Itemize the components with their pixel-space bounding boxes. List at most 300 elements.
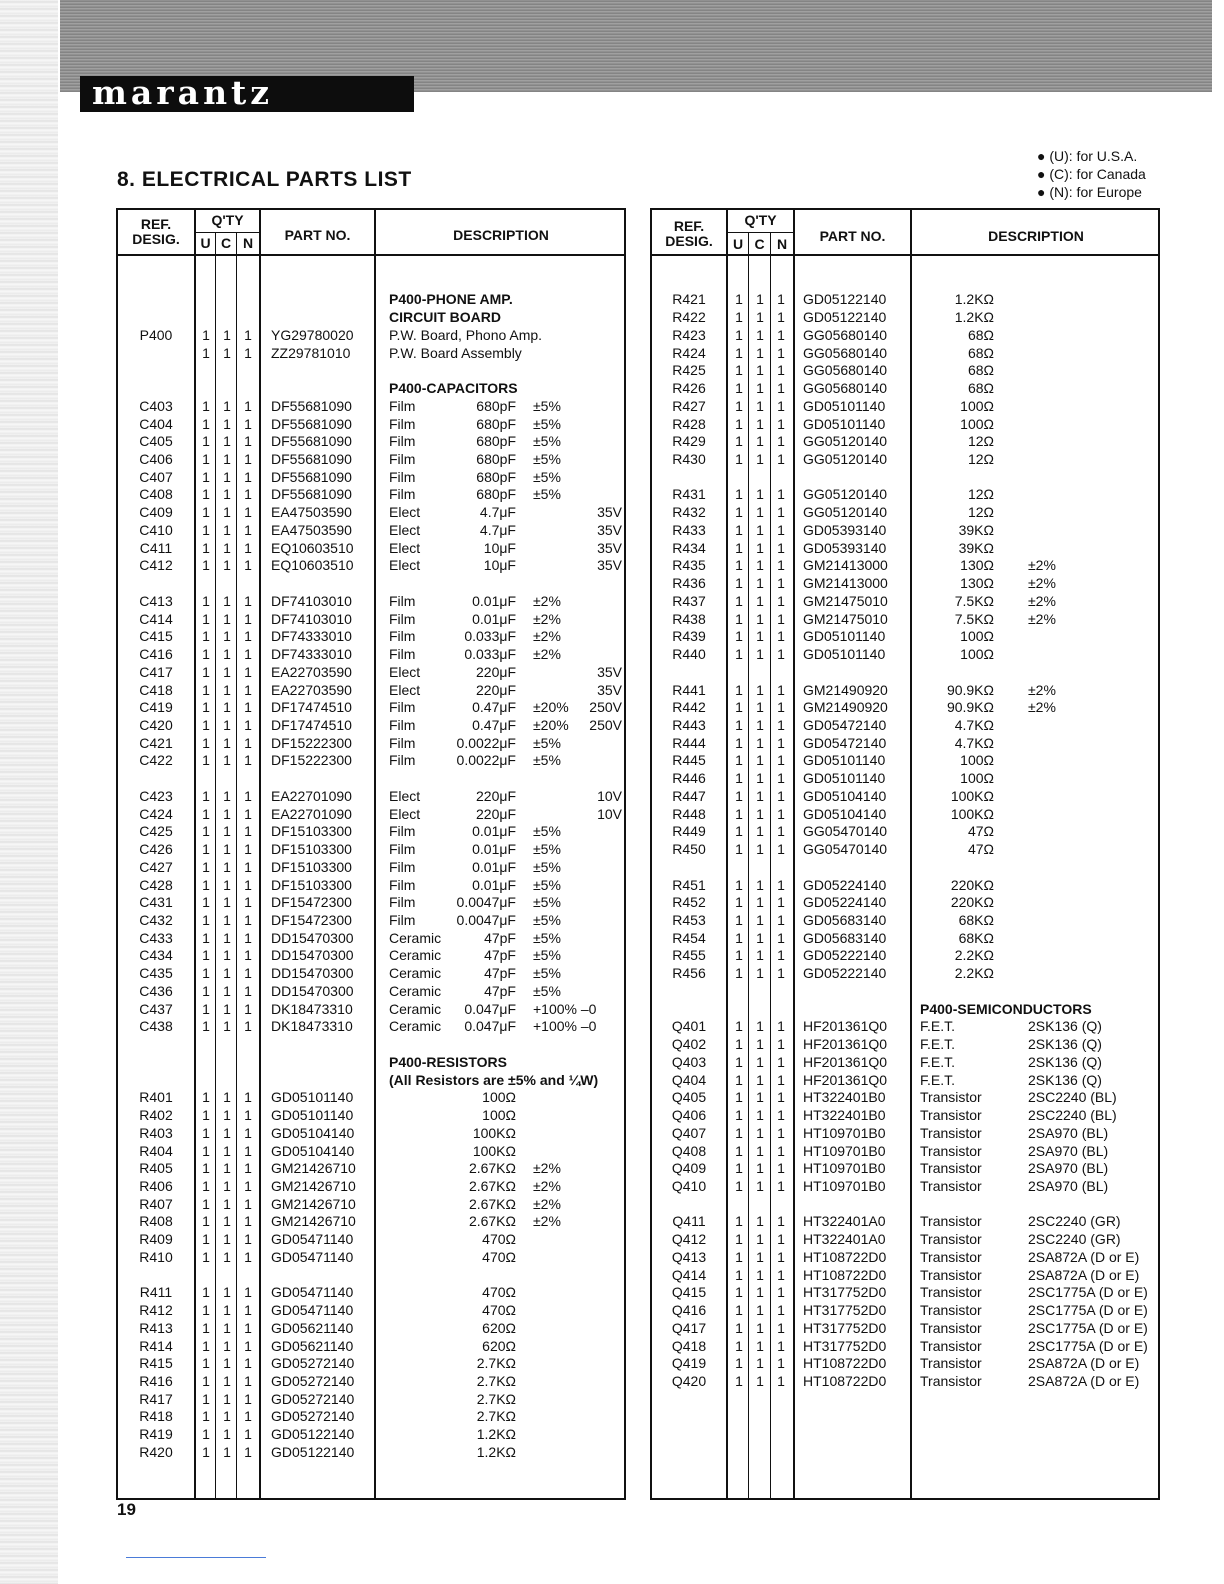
section-heading: CIRCUIT BOARD <box>389 309 501 326</box>
ref-desig: R431 <box>672 486 706 503</box>
table-row <box>652 309 1158 326</box>
part-no: DD15470300 <box>271 982 354 999</box>
part-no: GD05471140 <box>271 1302 354 1319</box>
part-value: 4.7KΩ <box>954 716 994 733</box>
qty-n: 1 <box>777 557 785 574</box>
part-type: Film <box>389 451 416 468</box>
qty-n: 1 <box>244 965 252 982</box>
ref-desig: C423 <box>139 787 173 804</box>
part-type: Film <box>389 468 416 485</box>
ref-desig: Q411 <box>672 1213 706 1230</box>
qty-u: 1 <box>735 504 743 521</box>
qty-n: 1 <box>244 1426 252 1443</box>
table-row <box>118 451 624 468</box>
part-type: Transistor <box>920 1142 982 1159</box>
ref-desig: C433 <box>139 929 173 946</box>
part-no: GD05393140 <box>803 539 887 556</box>
part-value: 130Ω <box>960 557 994 574</box>
ref-desig: Q403 <box>671 1053 707 1070</box>
qty-c: 1 <box>756 415 764 432</box>
part-no: GD05122140 <box>271 1443 355 1460</box>
table-row <box>652 788 1158 805</box>
qty-u: 1 <box>202 1390 210 1407</box>
table-row <box>118 752 624 769</box>
table-row <box>652 1072 1158 1089</box>
table-row <box>652 1018 1158 1035</box>
ref-desig: C405 <box>139 433 173 450</box>
qty-u: 1 <box>735 912 743 928</box>
description: P.W. Board, Phono Amp. <box>389 326 543 343</box>
qty-n: 1 <box>244 1195 252 1212</box>
table-row <box>652 1338 1158 1355</box>
ref-desig: R401 <box>139 1089 173 1106</box>
qty-u: 1 <box>735 521 743 538</box>
part-type: Ceramic <box>389 1018 442 1035</box>
table-row <box>652 894 1158 911</box>
qty-u: 1 <box>735 539 743 556</box>
part-value: 680pF <box>476 433 516 450</box>
part-type: F.E.T. <box>920 1071 956 1088</box>
model: 2SA970 (BL) <box>1028 1142 1109 1159</box>
qty-n: 1 <box>244 1124 252 1141</box>
ref-desig: C415 <box>139 628 173 645</box>
table-row <box>118 806 624 823</box>
qty-u: 1 <box>202 628 210 645</box>
table-row <box>652 1320 1158 1337</box>
table-row <box>118 522 624 539</box>
header-ref-desig: REF. DESIG. <box>665 218 713 249</box>
ref-desig: Q417 <box>671 1319 707 1336</box>
part-no: HT322401A0 <box>803 1213 886 1230</box>
part-value: 100Ω <box>960 646 994 663</box>
part-no: GD05101140 <box>803 415 886 432</box>
qty-n: 1 <box>244 734 252 751</box>
tolerance: ±5% <box>533 894 561 911</box>
voltage: 35V <box>597 504 622 521</box>
part-no: HF201361Q0 <box>803 1018 888 1035</box>
part-value: 680pF <box>476 468 516 485</box>
tolerance: ±5% <box>533 965 561 982</box>
part-no: GG05680140 <box>803 362 888 379</box>
qty-n: 1 <box>244 716 252 733</box>
part-no: HF201361Q0 <box>803 1071 888 1088</box>
qty-u: 1 <box>735 1337 743 1354</box>
model: 2SC2240 (BL) <box>1028 1107 1117 1124</box>
part-value: 47pF <box>484 929 516 946</box>
table-row <box>118 1196 624 1213</box>
ref-desig: R452 <box>672 894 706 911</box>
tolerance: ±2% <box>533 1177 561 1194</box>
qty-u: 1 <box>735 610 743 627</box>
part-value: 680pF <box>476 415 516 432</box>
tolerance: ±2% <box>1028 557 1056 574</box>
tolerance: ±5% <box>533 823 561 840</box>
voltage: 35V <box>597 557 622 574</box>
table-row <box>652 1001 1158 1018</box>
table-row <box>118 859 624 876</box>
ref-desig: R433 <box>672 521 706 538</box>
header-qty-n: N <box>242 235 254 251</box>
qty-c: 1 <box>756 1177 764 1194</box>
table-row <box>118 717 624 734</box>
table-row <box>118 930 624 947</box>
part-type: Film <box>389 628 416 645</box>
table-row <box>118 1373 624 1390</box>
qty-u: 1 <box>202 858 210 875</box>
qty-n: 1 <box>244 1107 252 1124</box>
qty-c: 1 <box>223 539 231 556</box>
qty-u: 1 <box>202 610 210 627</box>
part-value: 4.7μF <box>479 521 516 538</box>
qty-u: 1 <box>735 1302 743 1319</box>
qty-u: 1 <box>735 1089 743 1106</box>
qty-c: 1 <box>223 681 231 698</box>
ref-desig: R449 <box>672 823 706 840</box>
qty-c: 1 <box>223 1018 231 1035</box>
part-no: GD05272140 <box>271 1355 355 1372</box>
table-row <box>118 682 624 699</box>
qty-c: 1 <box>223 344 231 361</box>
tolerance: ±2% <box>1028 575 1056 592</box>
qty-n: 1 <box>777 309 785 326</box>
part-no: HT108722D0 <box>803 1372 887 1389</box>
part-type: Elect <box>389 504 421 521</box>
table-row <box>652 1267 1158 1284</box>
table-row <box>118 611 624 628</box>
qty-c: 1 <box>223 521 231 538</box>
qty-c: 1 <box>756 344 764 361</box>
qty-u: 1 <box>735 557 743 574</box>
part-value: 12Ω <box>967 433 994 450</box>
part-type: Ceramic <box>389 929 442 946</box>
qty-n: 1 <box>777 521 785 538</box>
qty-c: 1 <box>756 1231 764 1248</box>
qty-c: 1 <box>223 982 231 999</box>
qty-c: 1 <box>223 1089 231 1106</box>
ref-desig: R434 <box>672 539 706 556</box>
part-no: EA22703590 <box>271 681 352 698</box>
ref-desig: R444 <box>672 734 706 751</box>
section-heading: P400-CAPACITORS <box>389 380 518 397</box>
ref-desig: R414 <box>139 1337 173 1354</box>
ref-desig: R423 <box>672 326 706 343</box>
header-qty-u: U <box>732 236 744 252</box>
ref-desig: Q407 <box>671 1124 707 1141</box>
ref-desig: C406 <box>139 451 173 468</box>
part-type: Transistor <box>920 1089 982 1106</box>
part-value: 220KΩ <box>950 876 994 893</box>
part-no: DF55681090 <box>271 451 352 468</box>
table-row <box>652 947 1158 964</box>
table-row <box>652 327 1158 344</box>
table-row <box>118 1089 624 1106</box>
qty-c: 1 <box>223 858 231 875</box>
qty-c: 1 <box>756 451 764 468</box>
table-row <box>118 1302 624 1319</box>
table-row <box>652 291 1158 308</box>
ref-desig: R418 <box>139 1408 173 1425</box>
table-row <box>118 1320 624 1337</box>
ref-desig: C428 <box>139 876 173 893</box>
tolerance: ±2% <box>533 1160 561 1177</box>
table-row <box>652 1089 1158 1106</box>
table-row <box>118 823 624 840</box>
part-type: Film <box>389 646 416 663</box>
part-no: HF201361Q0 <box>803 1053 888 1070</box>
qty-n: 1 <box>777 805 785 822</box>
qty-u: 1 <box>202 965 210 982</box>
ref-desig: Q410 <box>671 1177 707 1194</box>
part-value: 100KΩ <box>472 1124 516 1141</box>
table-row <box>652 1231 1158 1248</box>
qty-u: 1 <box>202 805 210 822</box>
ref-desig: Q414 <box>671 1266 707 1283</box>
part-no: GD05101140 <box>803 628 886 645</box>
table-row <box>118 965 624 982</box>
legend-item-europe: ● (N): for Europe <box>1037 184 1142 200</box>
part-no: DF74333010 <box>271 646 352 663</box>
qty-n: 1 <box>777 716 785 733</box>
qty-u: 1 <box>202 912 210 928</box>
qty-c: 1 <box>223 912 231 928</box>
ref-desig: Q402 <box>671 1036 707 1053</box>
ref-desig: R455 <box>672 947 706 964</box>
voltage: 35V <box>597 521 622 538</box>
qty-c: 1 <box>223 326 231 343</box>
qty-n: 1 <box>777 504 785 521</box>
part-value: 1.2KΩ <box>476 1443 516 1460</box>
qty-c: 1 <box>223 1408 231 1425</box>
part-no: DF17474510 <box>271 699 352 716</box>
qty-c: 1 <box>756 1071 764 1088</box>
qty-c: 1 <box>756 1266 764 1283</box>
part-value: 470Ω <box>482 1248 516 1265</box>
part-no: EA22703590 <box>271 663 352 680</box>
ref-desig: R422 <box>672 309 706 326</box>
ref-desig: C434 <box>139 947 173 964</box>
qty-n: 1 <box>777 1124 785 1141</box>
ref-desig: P400 <box>139 326 173 343</box>
tolerance: ±2% <box>1028 610 1056 627</box>
qty-c: 1 <box>756 628 764 645</box>
brand-logo-text: marantz <box>92 73 274 112</box>
part-no: HT108722D0 <box>803 1355 887 1372</box>
qty-c: 1 <box>756 716 764 733</box>
qty-u: 1 <box>202 646 210 663</box>
part-no: GD05393140 <box>803 521 887 538</box>
part-value: 0.033μF <box>464 628 516 645</box>
table-row <box>118 327 624 344</box>
part-no: DK18473310 <box>271 1018 353 1035</box>
part-type: Transistor <box>920 1248 982 1265</box>
header-part-no: PART NO. <box>284 227 351 243</box>
model: 2SK136 (Q) <box>1028 1053 1102 1070</box>
qty-c: 1 <box>756 770 764 787</box>
header-part-no: PART NO. <box>819 228 886 244</box>
qty-n: 1 <box>244 1089 252 1106</box>
qty-n: 1 <box>244 1408 252 1425</box>
ref-desig: R409 <box>139 1231 173 1248</box>
ref-desig: R447 <box>672 787 706 804</box>
qty-c: 1 <box>756 326 764 343</box>
part-no: GM21475010 <box>803 592 888 609</box>
qty-n: 1 <box>244 787 252 804</box>
qty-u: 1 <box>735 1124 743 1141</box>
qty-u: 1 <box>735 344 743 361</box>
model: 2SK136 (Q) <box>1028 1018 1102 1035</box>
part-no: GD05104140 <box>271 1142 355 1159</box>
qty-n: 1 <box>777 1142 785 1159</box>
tolerance: ±5% <box>533 876 561 893</box>
qty-u: 1 <box>202 557 210 574</box>
tolerance: ±5% <box>533 752 561 769</box>
parts-table-right <box>650 208 1160 1500</box>
qty-u: 1 <box>202 1195 210 1212</box>
ref-desig: C424 <box>139 805 173 822</box>
qty-c: 1 <box>756 1142 764 1159</box>
qty-u: 1 <box>202 1355 210 1372</box>
qty-u: 1 <box>735 486 743 503</box>
qty-c: 1 <box>756 805 764 822</box>
part-no: DF15103300 <box>271 858 352 875</box>
qty-u: 1 <box>735 894 743 911</box>
qty-n: 1 <box>777 1337 785 1354</box>
qty-c: 1 <box>223 1124 231 1141</box>
qty-u: 1 <box>735 734 743 751</box>
part-value: 2.7KΩ <box>476 1408 516 1425</box>
part-value: 68Ω <box>967 344 994 361</box>
qty-n: 1 <box>244 592 252 609</box>
qty-u: 1 <box>202 823 210 840</box>
part-no: DF55681090 <box>271 415 352 432</box>
qty-c: 1 <box>756 1160 764 1177</box>
ref-desig: C417 <box>139 663 173 680</box>
qty-n: 1 <box>777 610 785 627</box>
part-type: Transistor <box>920 1124 982 1141</box>
table-row <box>652 1213 1158 1230</box>
part-no: GD05472140 <box>803 734 887 751</box>
table-row <box>118 1072 624 1089</box>
part-no: HT317752D0 <box>803 1319 887 1336</box>
header-description: DESCRIPTION <box>453 227 549 243</box>
qty-c: 1 <box>223 1372 231 1389</box>
table-row <box>652 611 1158 628</box>
part-value: 12Ω <box>967 504 994 521</box>
part-value: 0.01μF <box>472 876 516 893</box>
part-no: HT108722D0 <box>803 1248 887 1265</box>
qty-n: 1 <box>777 876 785 893</box>
qty-c: 1 <box>223 965 231 982</box>
part-no: GM21426710 <box>271 1195 356 1212</box>
part-no: DF15103300 <box>271 876 352 893</box>
table-row <box>118 433 624 450</box>
qty-u: 1 <box>202 1284 210 1301</box>
qty-u: 1 <box>202 1443 210 1460</box>
qty-c: 1 <box>756 734 764 751</box>
qty-n: 1 <box>777 823 785 840</box>
qty-c: 1 <box>223 557 231 574</box>
part-no: DF15472300 <box>271 894 352 911</box>
qty-c: 1 <box>223 734 231 751</box>
qty-n: 1 <box>244 1355 252 1372</box>
tolerance: ±2% <box>533 646 561 663</box>
header-qty-c: C <box>220 235 232 251</box>
table-row <box>118 699 624 716</box>
qty-n: 1 <box>244 451 252 468</box>
model: 2SA872A (D or E) <box>1028 1248 1140 1265</box>
qty-u: 1 <box>735 291 743 308</box>
qty-u: 1 <box>735 1107 743 1124</box>
part-value: 470Ω <box>482 1231 516 1248</box>
qty-n: 1 <box>777 770 785 787</box>
part-type: Film <box>389 433 416 450</box>
qty-c: 1 <box>756 912 764 928</box>
tolerance: ±5% <box>533 858 561 875</box>
ref-desig: Q401 <box>671 1018 707 1035</box>
table-row <box>118 877 624 894</box>
part-no: GD05101140 <box>803 397 886 414</box>
qty-c: 1 <box>223 1248 231 1265</box>
ref-desig: C437 <box>139 1000 173 1017</box>
part-no: EA22701090 <box>271 787 352 804</box>
part-value: 2.7KΩ <box>476 1355 516 1372</box>
ref-desig: R456 <box>672 965 706 982</box>
qty-c: 1 <box>756 1372 764 1389</box>
part-no: GM21490920 <box>803 699 888 716</box>
ref-desig: C413 <box>139 592 173 609</box>
table-row <box>652 1284 1158 1301</box>
qty-c: 1 <box>223 929 231 946</box>
part-no: GD05272140 <box>271 1390 355 1407</box>
qty-u: 1 <box>735 628 743 645</box>
ref-desig: C438 <box>139 1018 173 1035</box>
qty-c: 1 <box>756 1284 764 1301</box>
part-no: GD05122140 <box>803 309 887 326</box>
qty-c: 1 <box>223 1319 231 1336</box>
part-no: GG05680140 <box>803 326 888 343</box>
qty-u: 1 <box>202 486 210 503</box>
table-row <box>652 823 1158 840</box>
header-description: DESCRIPTION <box>988 228 1084 244</box>
part-value: 220μF <box>476 681 516 698</box>
qty-u: 1 <box>735 646 743 663</box>
qty-u: 1 <box>735 716 743 733</box>
ref-desig: R425 <box>672 362 706 379</box>
qty-c: 1 <box>756 291 764 308</box>
qty-c: 1 <box>756 309 764 326</box>
table-row <box>118 735 624 752</box>
table-row <box>118 1444 624 1461</box>
part-value: 4.7KΩ <box>954 734 994 751</box>
qty-n: 1 <box>244 1284 252 1301</box>
table-row <box>118 1054 624 1071</box>
qty-u: 1 <box>735 805 743 822</box>
model: 2SC1775A (D or E) <box>1028 1319 1148 1336</box>
table-row <box>118 1160 624 1177</box>
part-value: 47pF <box>484 982 516 999</box>
voltage: 35V <box>597 539 622 556</box>
table-row <box>652 1373 1158 1390</box>
table-row <box>118 1338 624 1355</box>
ref-desig: R446 <box>672 770 706 787</box>
qty-c: 1 <box>223 699 231 716</box>
ref-desig: R440 <box>672 646 706 663</box>
table-row <box>652 1036 1158 1053</box>
section-title: 8. ELECTRICAL PARTS LIST <box>117 168 412 191</box>
qty-n: 1 <box>244 752 252 769</box>
qty-u: 1 <box>735 1372 743 1389</box>
qty-n: 1 <box>244 894 252 911</box>
